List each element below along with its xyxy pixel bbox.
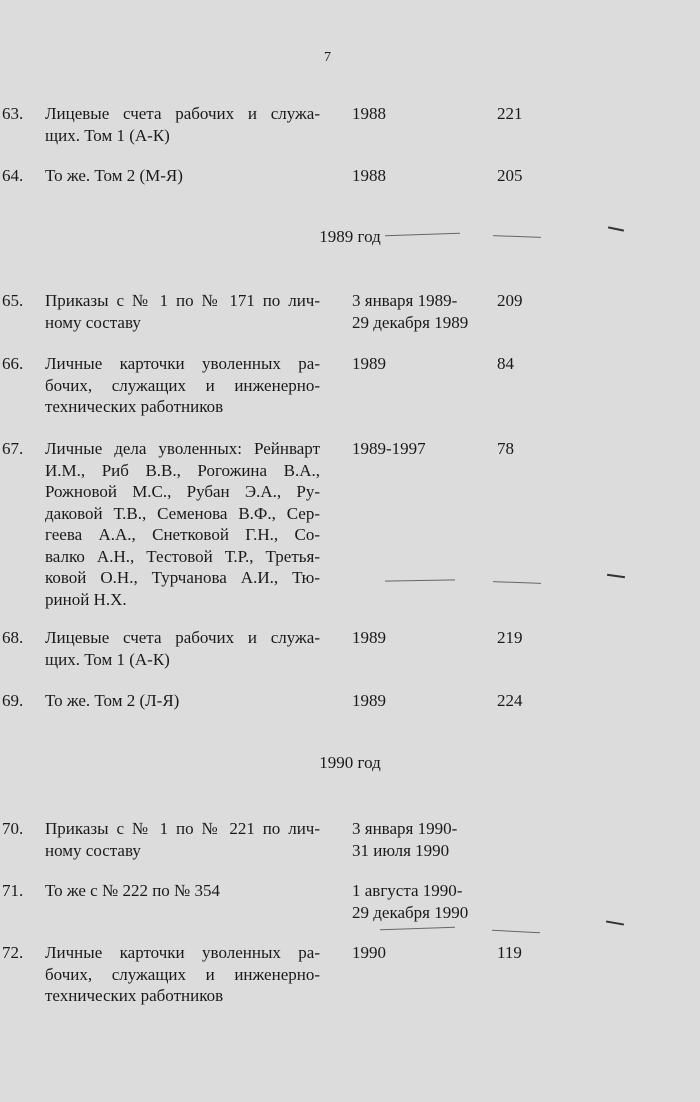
entry-description	[45, 290, 320, 333]
description-line: Личные карточки уволенных ра-	[45, 354, 320, 373]
entry-number: 68.	[2, 628, 24, 647]
entry-description	[45, 165, 320, 187]
entry-description	[45, 438, 320, 610]
description-line: технических работников	[45, 397, 224, 416]
entry-number: 70.	[2, 819, 24, 838]
entry-date	[352, 290, 492, 333]
sheet-count: 78	[497, 439, 514, 458]
description-line: И.М., Риб В.В., Рогожина В.А.,	[45, 460, 320, 480]
pencil-mark	[493, 581, 541, 584]
sheet-count: 219	[497, 628, 523, 647]
entry-description	[45, 103, 320, 146]
entry-number: 67.	[2, 439, 24, 458]
entry-number: 64.	[2, 166, 24, 185]
pencil-mark	[385, 579, 455, 581]
entry-number: 69.	[2, 691, 24, 710]
date-line: 1988	[352, 166, 386, 185]
description-line: ному составу	[45, 840, 141, 860]
description-line: Рожновой М.С., Рубан Э.А., Ру-	[45, 482, 320, 501]
date-line: 1 августа 1990-	[352, 881, 463, 900]
pencil-tick	[607, 574, 625, 578]
entry-date	[352, 165, 492, 187]
date-line: 3 января 1990-	[352, 819, 458, 838]
description-line: То же с № 222 по № 354	[45, 881, 221, 900]
sheet-count: 221	[497, 104, 523, 123]
entry-date	[352, 880, 492, 923]
entry-date	[352, 438, 492, 460]
sheet-count: 205	[497, 166, 523, 185]
description-line: ному составу	[45, 312, 141, 332]
entry-description	[45, 353, 320, 418]
description-line: Лицевые счета рабочих и служа-	[45, 628, 320, 647]
sheet-count: 209	[497, 291, 523, 310]
page-number: 7	[324, 50, 331, 65]
description-line: То же. Том 2 (Л-Я)	[45, 691, 180, 710]
description-line: ковой О.Н., Турчанова А.И., Тю-	[45, 568, 320, 587]
sheet-count: 224	[497, 691, 523, 710]
description-line: геева А.А., Снетковой Г.Н., Со-	[45, 525, 320, 544]
entry-date	[352, 818, 492, 861]
description-line: Приказы с № 1 по № 171 по лич-	[45, 291, 320, 310]
description-line: валко А.Н., Тестовой Т.Р., Третья-	[45, 546, 320, 566]
entry-date	[352, 353, 492, 375]
description-line: технических работников	[45, 986, 224, 1005]
description-line: щих. Том 1 (А-К)	[45, 649, 170, 669]
description-line: риной Н.Х.	[45, 589, 127, 609]
date-line: 1989	[352, 628, 386, 647]
date-line: 1989	[352, 691, 386, 710]
entry-description	[45, 880, 320, 902]
sheet-count: 84	[497, 354, 514, 373]
description-line: То же. Том 2 (М-Я)	[45, 166, 183, 185]
description-line: Личные дела уволенных: Рейнварт	[45, 439, 320, 458]
date-line: 1990	[352, 943, 386, 962]
entry-date	[352, 103, 492, 125]
entry-number: 63.	[2, 104, 24, 123]
date-line: 1989	[352, 354, 386, 373]
entry-number: 66.	[2, 354, 24, 373]
pencil-tick	[606, 920, 624, 925]
date-line: 31 июля 1990	[352, 840, 450, 860]
year-heading-1989: 1989 год	[319, 227, 381, 246]
description-line: бочих, служащих и инженерно-	[45, 964, 320, 984]
date-line: 29 декабря 1990	[352, 902, 469, 922]
entry-description	[45, 627, 320, 670]
entry-number: 71.	[2, 881, 24, 900]
date-line: 29 декабря 1989	[352, 312, 469, 332]
entry-description	[45, 942, 320, 1007]
pencil-mark	[380, 927, 455, 931]
entry-number: 72.	[2, 943, 24, 962]
description-line: щих. Том 1 (А-К)	[45, 125, 170, 145]
date-line: 3 января 1989-	[352, 291, 458, 310]
description-line: Личные карточки уволенных ра-	[45, 943, 320, 962]
date-line: 1989-1997	[352, 439, 426, 458]
entry-number: 65.	[2, 291, 24, 310]
entry-description	[45, 690, 320, 712]
description-line: бочих, служащих и инженерно-	[45, 375, 320, 395]
sheet-count: 119	[497, 943, 522, 962]
description-line: Приказы с № 1 по № 221 по лич-	[45, 819, 320, 838]
entry-date	[352, 627, 492, 649]
description-line: даковой Т.В., Семенова В.Ф., Сер-	[45, 503, 320, 523]
year-heading-1990: 1990 год	[319, 753, 381, 772]
pencil-mark	[492, 930, 540, 934]
description-line: Лицевые счета рабочих и служа-	[45, 104, 320, 123]
entry-date	[352, 942, 492, 964]
date-line: 1988	[352, 104, 386, 123]
entry-date	[352, 690, 492, 712]
entry-description	[45, 818, 320, 861]
